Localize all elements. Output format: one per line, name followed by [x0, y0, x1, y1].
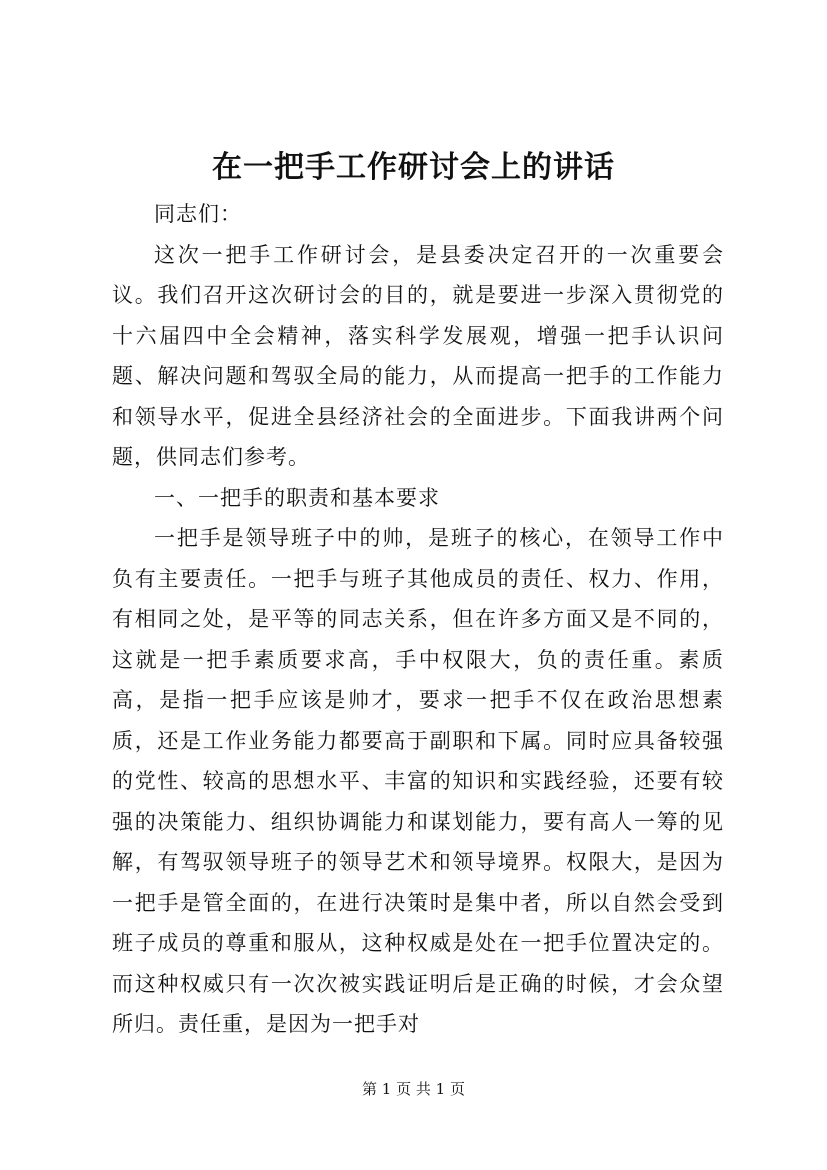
- intro-paragraph: 这次一把手工作研讨会，是县委决定召开的一次重要会议。我们召开这次研讨会的目的，就是要进一步深入贯彻党的十六届四中全会精神，落实科学发展观，增强一把手认识问题、解决问题和驾驭全局的能力，从而提高一把手的工作能力和领导水平，促进全县经济社会的全面进步。下面我讲两个问题，供同志们参考。: [112, 242, 724, 469]
- page-number-footer: 第 1 页 共 1 页: [362, 1080, 465, 1098]
- salutation-paragraph: 同志们：: [154, 202, 242, 226]
- document-title: 在一把手工作研讨会上的讲话: [212, 150, 615, 185]
- document-body: [112, 194, 724, 1045]
- section-heading: 一、一把手的职责和基本要求: [154, 485, 440, 510]
- body-paragraph: 一把手是领导班子中的帅，是班子的核心，在领导工作中负有主要责任。一把手与班子其他成员的责任、权力、作用，有相同之处，是平等的同志关系，但在许多方面又是不同的，这就是一把手素质要求高，手中权限大，负的责任重。素质高，是指一把手应该是帅才，要求一把手不仅在政治思想素质，还是工作业务能力都要高于副职和下属。同时应具备较强的党性、较高的思想水平、丰富的知识和实践经验，还要有较强的决策能力、组织协调能力和谋划能力，要有高人一筹的见解，有驾驭领导班子的领导艺术和领导境界。权限大，是因为一把手是管全面的，在进行决策时是集中者，所以自然会受到班子成员的尊重和服从，这种权威是处在一把手位置决定的。而这种权威只有一次次被实践证明后是正确的时候，才会众望所归。责任重，是因为一把手对: [112, 526, 724, 1036]
